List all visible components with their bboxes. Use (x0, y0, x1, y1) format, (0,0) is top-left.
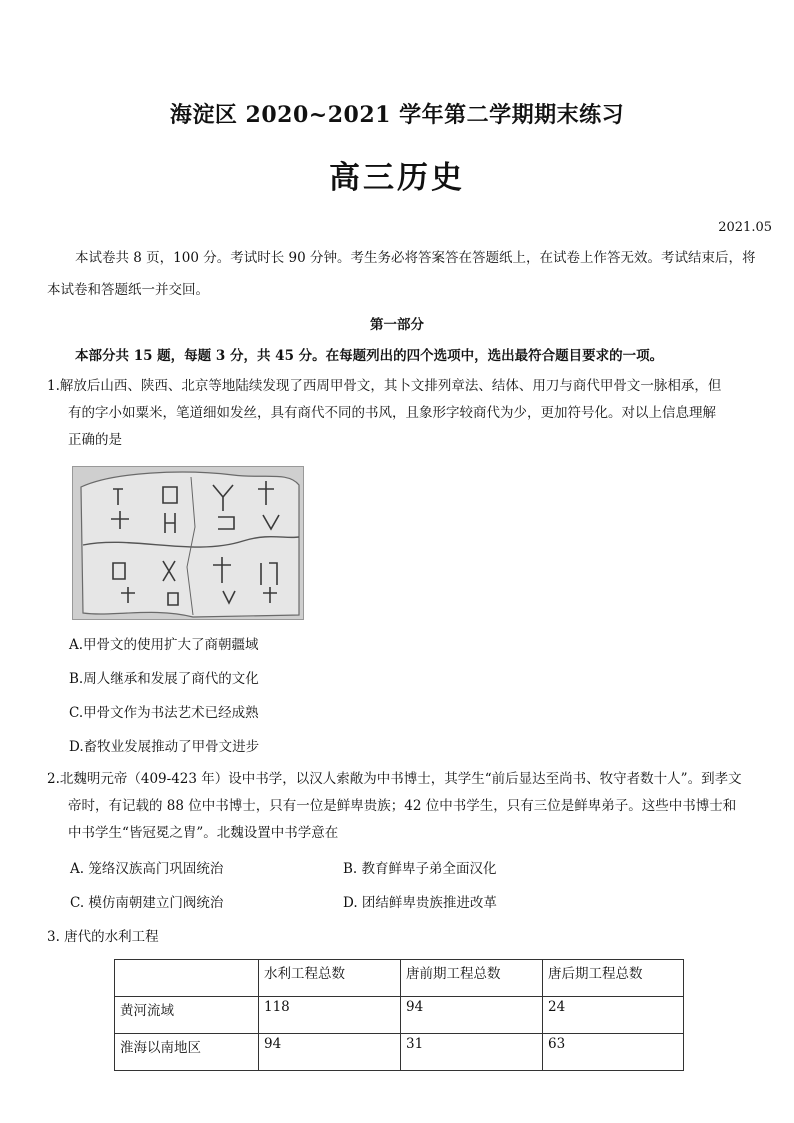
question-2-text-line: 帝时，有记载的 88 位中书博士，只有一位是鲜卑贵族；42 位中书学生，只有三位是鲜卑弟子。这些中书博士和 (68, 798, 737, 814)
question-3 (47, 924, 759, 951)
table-row (115, 1034, 684, 1071)
table-cell: 31 (401, 1034, 543, 1071)
table-cell: 94 (259, 1034, 401, 1071)
question-2-text-line: 中书学生“皆冠冕之胄”。北魏设置中书学意在 (68, 825, 339, 841)
section-title: 第一部分 (370, 317, 424, 333)
table-cell: 淮海以南地区 (115, 1034, 259, 1071)
table-cell: 94 (401, 997, 543, 1034)
question-1-option-a: A.甲骨文的使用扩大了商朝疆域 (69, 637, 259, 653)
table-cell: 118 (259, 997, 401, 1034)
irrigation-table (114, 959, 684, 1071)
exam-title: 海淀区 2020~2021 学年第二学期期末练习 (169, 102, 625, 128)
oracle-bone-illustration (73, 467, 303, 619)
table-header-cell: 唐前期工程总数 (401, 960, 543, 997)
question-2-option-d: D. 团结鲜卑贵族推进改革 (343, 895, 497, 911)
question-1 (47, 373, 759, 454)
table-cell: 黄河流域 (115, 997, 259, 1034)
table-header-cell: 唐后期工程总数 (543, 960, 684, 997)
exam-instructions: 本试卷共 8 页，100 分。考试时长 90 分钟。考生务必将答案答在答题纸上，在试卷上作答无效。考试结束后，将本试卷和答题纸一并交回。 (47, 250, 756, 298)
question-2-option-a: A. 笼络汉族高门巩固统治 (70, 861, 224, 877)
exam-subject: 高三历史 (329, 160, 465, 196)
table-row (115, 997, 684, 1034)
table-header-cell: 水利工程总数 (259, 960, 401, 997)
exam-date: 2021.05 (718, 220, 772, 235)
question-1-option-d: D.畜牧业发展推动了甲骨文进步 (69, 739, 260, 755)
question-1-option-b: B.周人继承和发展了商代的文化 (69, 671, 259, 687)
question-1-text-line: 有的字小如粟米，笔道细如发丝，具有商代不同的书风，且象形字较商代为少，更加符号化。对以上信息理解 (68, 405, 716, 421)
section-note: 本部分共 15 题，每题 3 分，共 45 分。在每题列出的四个选项中，选出最符合题目要求的一项。 (75, 348, 664, 364)
table-header-row (115, 960, 684, 997)
question-2-option-b: B. 教育鲜卑子弟全面汉化 (343, 861, 497, 877)
question-2 (47, 766, 759, 847)
question-3-title: 3. 唐代的水利工程 (47, 929, 159, 945)
question-1-text-line: 正确的是 (68, 432, 122, 448)
oracle-bone-image (72, 466, 304, 620)
table-header-cell (115, 960, 259, 997)
table-cell: 63 (543, 1034, 684, 1071)
table-cell: 24 (543, 997, 684, 1034)
question-2-option-c: C. 模仿南朝建立门阀统治 (70, 895, 224, 911)
question-2-text-line: 2.北魏明元帝（409-423 年）设中书学，以汉人索敞为中书博士，其学生“前后显达至尚书、牧守者数十人”。到孝文 (47, 771, 742, 787)
question-1-option-c: C.甲骨文作为书法艺术已经成熟 (69, 705, 259, 721)
question-1-text-line: 1.解放后山西、陕西、北京等地陆续发现了西周甲骨文，其卜文排列章法、结体、用刀与商代甲骨文一脉相承，但 (47, 378, 722, 394)
